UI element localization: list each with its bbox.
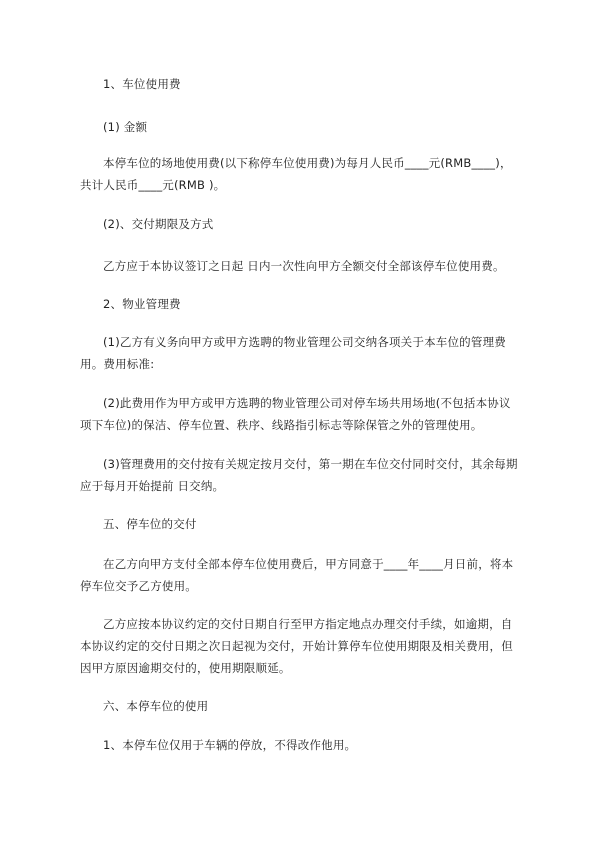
paragraph-payment-terms: 乙方应于本协议签订之日起 日内一次性向甲方全额交付全部该停车位使用费。	[103, 259, 505, 273]
paragraph-management-fee-3: (3)管理费用的交付按有关规定按月交付，第一期在车位交付同时交付，其余每期应于每月开始提前 日交纳。	[80, 457, 518, 493]
paragraph-management-fee-2: (2)此费用作为甲方或甲方选聘的物业管理公司对停车场共用场地(不包括本协议项下车位)的保洁、停车位置、秩序、线路指引标志等除保管之外的管理使用。	[80, 396, 511, 432]
paragraph-management-fee-1: (1)乙方有义务向甲方或甲方选聘的物业管理公司交纳各项关于本车位的管理费用。费用标准:	[80, 335, 506, 371]
section-heading-usage: 六、本停车位的使用	[103, 699, 209, 713]
subheading-amount: (1) 金额	[103, 120, 148, 134]
section-heading-management-fee: 2、物业管理费	[103, 297, 181, 311]
subheading-payment-terms: (2)、交付期限及方式	[103, 217, 214, 231]
paragraph-usage-restriction: 1、本停车位仅用于车辆的停放，不得改作他用。	[103, 738, 357, 752]
section-heading-delivery: 五、停车位的交付	[103, 517, 197, 531]
paragraph-delivery-date: 在乙方向甲方支付全部本停车位使用费后，甲方同意于____年____月日前，将本停车位交予乙方使用。	[80, 557, 514, 593]
paragraph-delivery-procedure: 乙方应按本协议约定的交付日期自行至甲方指定地点办理交付手续，如逾期，自本协议约定的交付日期之次日起视为交付，开始计算停车位使用期限及相关费用，但因甲方原因逾期交付的，使用期限顺延。	[80, 617, 513, 675]
section-heading-parking-fee: 1、车位使用费	[103, 77, 181, 91]
paragraph-amount-details: 本停车位的场地使用费(以下称停车位使用费)为每月人民币____元(RMB____)，共计人民币____元(RMB )。	[80, 156, 512, 192]
